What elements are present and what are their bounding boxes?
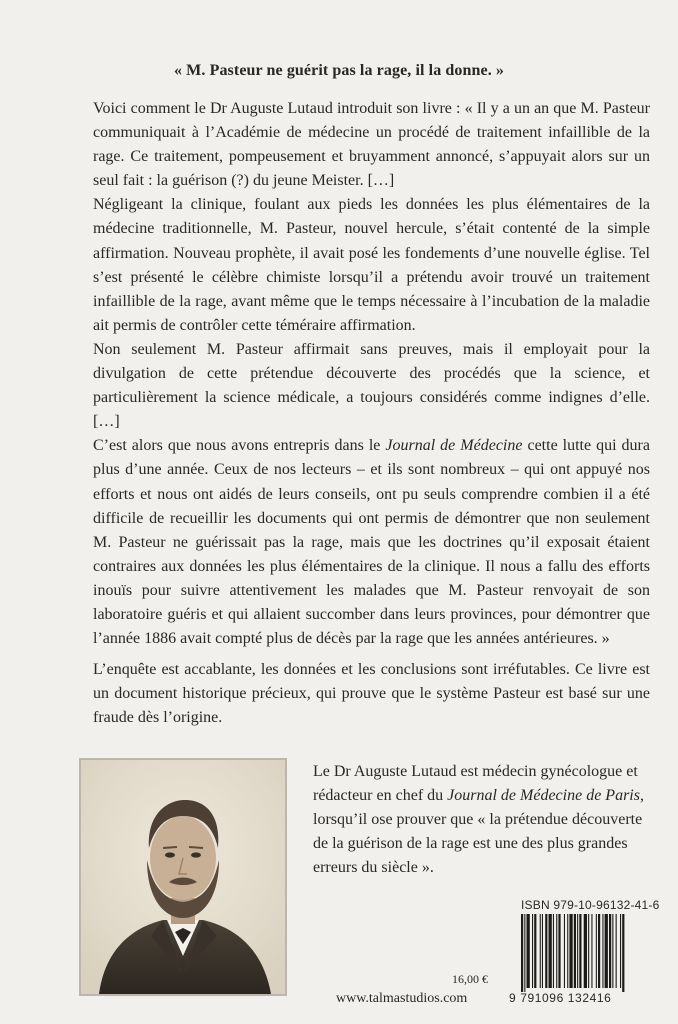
barcode-bar xyxy=(588,914,589,988)
barcode-bar xyxy=(609,914,611,988)
barcode-bar xyxy=(579,914,581,988)
biography-lead: Le Dr Auguste Lutaud est médecin gynécologue et rédacteur en chef du xyxy=(313,763,638,805)
quote-paragraph-1: Voici comment le Dr Auguste Lutaud introduit son livre : « Il y a un an que M. Pasteur communiquait à l’Académie de médecine un procédé de traitement infaillible de la rage. Ce traitement, pompeusement et bruyamment annoncé, s’appuyait alors sur un seul fait : la guérison (?) du jeune Meister. […] xyxy=(93,100,650,190)
barcode-bar xyxy=(602,914,603,988)
barcode-bar xyxy=(616,914,617,988)
quote-paragraph-4 xyxy=(93,434,650,651)
barcode-bar xyxy=(524,914,525,992)
barcode-bar xyxy=(549,914,552,988)
barcode-bar xyxy=(527,914,530,988)
barcode-bar xyxy=(620,914,621,988)
barcode xyxy=(519,914,663,992)
barcode-digits: 9 791096 132416 xyxy=(509,991,612,1005)
barcode-bar xyxy=(569,914,572,988)
barcode-bar xyxy=(556,914,557,988)
publisher-url: www.talmastudios.com xyxy=(336,991,468,1006)
author-portrait xyxy=(79,758,287,996)
biography-journal-title: Journal de Médecine de Paris xyxy=(447,787,640,805)
barcode-bars xyxy=(519,914,663,992)
headline-quote: « M. Pasteur ne guérit pas la rage, il la donne. » xyxy=(173,62,505,79)
biography-rest: , lorsqu’il ose prouver que « la prétendue découverte de la guérison de la rage est une des plus grandes erreurs du siècle ». xyxy=(313,787,644,877)
barcode-bar xyxy=(584,914,587,988)
isbn-label: ISBN 979-10-96132-41-6 xyxy=(521,898,660,912)
author-biography xyxy=(313,760,653,880)
barcode-bar xyxy=(534,914,536,988)
barcode-bar xyxy=(553,914,554,988)
barcode-bar xyxy=(558,914,560,988)
barcode-bar xyxy=(574,914,576,988)
quote-paragraph-2: Négligeant la clinique, foulant aux pieds les données les plus élémentaires de la médecine traditionnelle, M. Pasteur, nouvel hercule, s’était contenté de la simple affirmation. Nouveau prophète, il avait posé les fondements d’une nouvelle église. Tel s’est présenté le célèbre chimiste lorsqu’il a prétendu avoir trouvé un traitement infaillible de la rage, avant même que le temps nécessaire à l’incubation de la maladie ait permis de contrôler cette téméraire affirmation. xyxy=(93,196,650,334)
biography-paragraph xyxy=(313,760,653,880)
barcode-bar xyxy=(542,914,543,988)
barcode-bar xyxy=(622,914,624,992)
barcode-bar xyxy=(567,914,568,988)
barcode-bar xyxy=(612,914,613,988)
barcode-bar xyxy=(591,914,592,988)
quote-paragraph-4-rest: cette lutte qui dura plus d’une année. Ceux de nos lecteurs – et ils sont nombreux – qui ont appuyé nos efforts et nous ont aidés de leurs conseils, ont pu seuls comprendre combien il a été difficile de recueillir les documents qui ont permis de démontrer que non seulement M. Pasteur ne guérissait pas la rage, mais que les doctrines qu’il exposait étaient contraires aux données les plus élémentaires de la clinique. Il nous a fallu des efforts inouïs pour suivre attentivement les malades que M. Pasteur renvoyait de son laboratoire guéris et qui allaient succomber dans leurs provinces, pour démontrer que l’année 1886 avait compté plus de décès par la rage que les années antérieures. » xyxy=(93,437,650,648)
portrait-illustration xyxy=(81,760,285,994)
quote-paragraph-3: Non seulement M. Pasteur affirmait sans preuves, mais il employait pour la divulgation de cette prétendue découverte des procédés que la science, et particulièrement la science médicale, a toujours considérés comme indignes d’elle. […] xyxy=(93,340,650,431)
barcode-bar xyxy=(577,914,578,988)
conclusion-paragraph: L’enquête est accablante, les données et les conclusions sont irréfutables. Ce livre est un document historique précieux, qui prouve que le système Pasteur est basé sur une fraude dès l’origine. xyxy=(93,661,650,727)
barcode-bar xyxy=(532,914,533,988)
price: 16,00 € xyxy=(452,972,488,986)
barcode-bar xyxy=(545,914,547,988)
barcode-bar xyxy=(540,914,541,988)
quote-paragraph-4-lead: C’est alors que nous avons entrepris dans le xyxy=(93,437,386,455)
journal-title: Journal de Médecine xyxy=(385,437,523,455)
barcode-bar xyxy=(596,914,597,988)
barcode-bar xyxy=(521,914,523,992)
barcode-bar xyxy=(605,914,608,988)
barcode-bar xyxy=(564,914,565,988)
quotation-block xyxy=(93,97,650,651)
barcode-bar xyxy=(598,914,600,988)
